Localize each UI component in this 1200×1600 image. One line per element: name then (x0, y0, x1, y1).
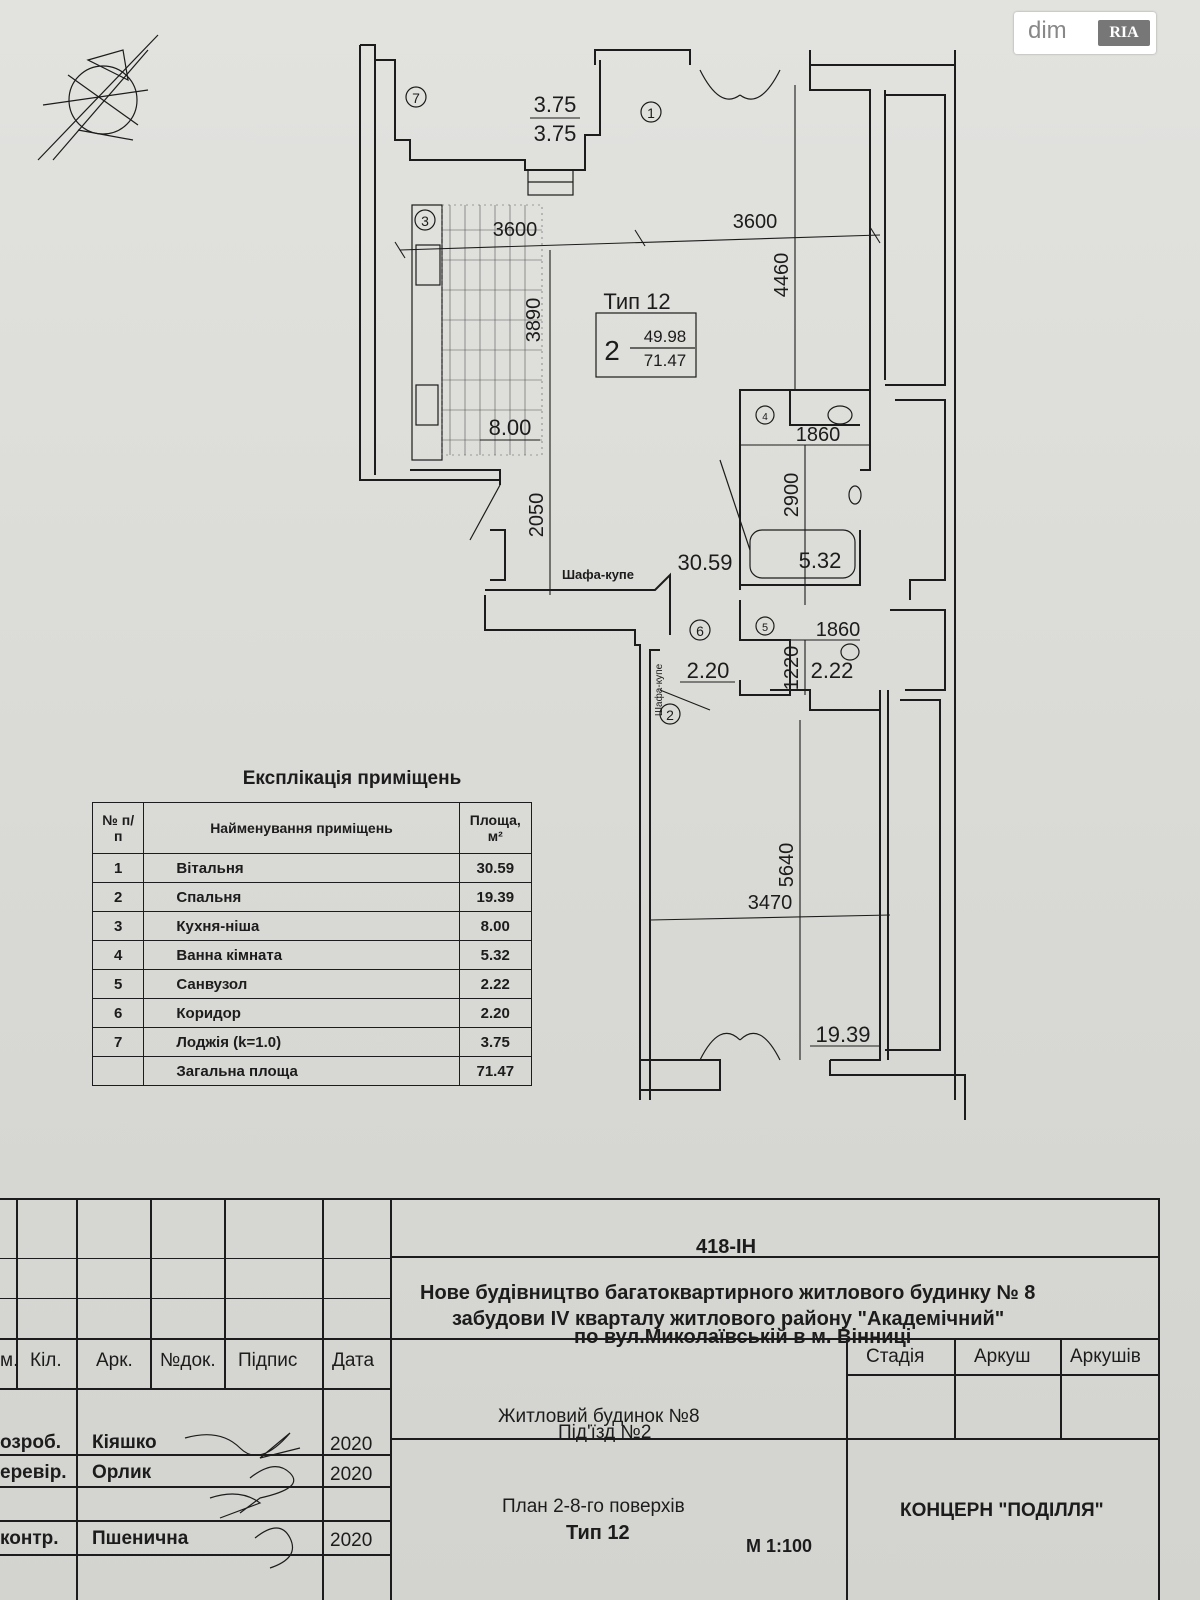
signer-role: еревір. (0, 1462, 67, 1483)
toilet-icon (828, 406, 852, 424)
stove-icon (416, 245, 440, 285)
row-area: 5.32 (459, 941, 531, 970)
scale: М 1:100 (746, 1536, 813, 1556)
row-area: 8.00 (459, 912, 531, 941)
watermark-text: dim (1028, 17, 1067, 44)
signer-year: 2020 (330, 1464, 373, 1485)
building-name: Житловий будинок №8 (498, 1406, 700, 1427)
dim-bedroom-width: 3470 (747, 892, 793, 914)
living-area: 30.59 (677, 550, 733, 575)
project-line-1: Нове будівництво багатоквартирного житлового будинку № 8 (420, 1282, 1036, 1304)
bedroom-area: 19.39 (815, 1022, 871, 1047)
room-marker-1: 1 (647, 105, 655, 121)
row-area: 3.75 (459, 1028, 531, 1057)
col-header-qty: Кіл. (30, 1350, 62, 1371)
header-area: Площа, м² (459, 803, 531, 854)
signer-role: контр. (0, 1528, 59, 1549)
signer-year: 2020 (330, 1530, 373, 1551)
room-marker-7: 7 (412, 90, 420, 106)
row-area: 2.22 (459, 970, 531, 999)
row-number: 4 (93, 941, 144, 970)
table-row (93, 883, 532, 912)
row-area: 2.20 (459, 999, 531, 1028)
table-total-row (93, 1057, 532, 1086)
table-row (93, 999, 532, 1028)
row-name: Вітальня (144, 854, 459, 883)
sheet-title-2: Тип 12 (566, 1522, 630, 1544)
header-name: Найменування приміщень (144, 803, 459, 854)
handwritten-signatures (180, 1418, 320, 1578)
row-number: 6 (93, 999, 144, 1028)
row-name: Кухня-ніша (144, 912, 459, 941)
col-header-signature: Підпис (238, 1350, 298, 1371)
dim-living-depth: 4460 (771, 252, 793, 298)
col-header-doc: №док. (160, 1350, 216, 1371)
dim-kitchen-width: 3600 (492, 219, 538, 241)
col-header-date: Дата (332, 1350, 375, 1371)
room-marker-2: 2 (666, 707, 674, 723)
room-marker-3: 3 (421, 213, 429, 229)
table-row (93, 941, 532, 970)
wardrobe-label: Шафа-купе (561, 567, 635, 582)
row-name: Санвузол (144, 970, 459, 999)
dim-wc-width: 1860 (815, 619, 861, 641)
row-name: Лоджія (k=1.0) (144, 1028, 459, 1057)
table-row (93, 1028, 532, 1057)
north-arrow-icon (28, 20, 178, 170)
organization: КОНЦЕРН "ПОДІЛЛЯ" (900, 1500, 1104, 1521)
sheets-header: Аркушів (1070, 1346, 1141, 1367)
kitchen-area: 8.00 (488, 415, 532, 440)
dim-living-width: 3600 (732, 211, 778, 233)
header-number: № п/п (93, 803, 144, 854)
dim-hall-depth: 2050 (526, 492, 548, 538)
loggia-area-top: 3.75 (533, 92, 577, 117)
plan-type-label: Тип 12 (603, 289, 671, 314)
table-row (93, 912, 532, 941)
watermark-badge: RIA (1098, 20, 1150, 46)
rooms-count: 2 (604, 335, 620, 366)
table-row (93, 854, 532, 883)
signer-role: озроб. (0, 1432, 62, 1453)
project-code: 418-ІН (696, 1236, 757, 1258)
row-name: Спальня (144, 883, 459, 912)
explication-title: Експлікація приміщень (242, 768, 462, 789)
total-label: Загальна площа (144, 1057, 459, 1086)
row-area: 19.39 (459, 883, 531, 912)
signer-year: 2020 (330, 1434, 373, 1455)
total-value: 71.47 (459, 1057, 531, 1086)
project-line-3: по вул.Миколаївській в м. Вінниці (574, 1326, 912, 1348)
total-area: 71.47 (643, 351, 687, 370)
room-marker-4: 4 (762, 412, 768, 423)
living-area-total: 49.98 (643, 327, 687, 346)
dim-bath-depth: 2900 (781, 472, 803, 518)
corridor-area: 2.20 (686, 658, 730, 683)
door-arc (700, 70, 740, 99)
dim-bedroom-depth: 5640 (776, 842, 798, 888)
row-number: 7 (93, 1028, 144, 1057)
row-number: 5 (93, 970, 144, 999)
wardrobe-label-2: Шафа-купе (654, 663, 665, 717)
row-name: Ванна кімната (144, 941, 459, 970)
bath-area: 5.32 (798, 548, 842, 573)
project-line-2: забудови IV кварталу житлового району "Академічний" (452, 1308, 1005, 1330)
sheet-header: Аркуш (974, 1346, 1031, 1367)
dim-wc-depth: 1220 (781, 645, 803, 691)
watermark-logo (1014, 12, 1156, 54)
row-area: 30.59 (459, 854, 531, 883)
col-header-sheet: Арк. (96, 1350, 133, 1371)
title-block (0, 1198, 1160, 1600)
dim-kitchen-depth: 3890 (523, 297, 545, 343)
sheet-title-1: План 2-8-го поверхів (502, 1496, 685, 1517)
signer-name: Орлик (92, 1462, 152, 1483)
signer-name: Пшенична (92, 1528, 189, 1549)
sink-icon (416, 385, 438, 425)
loggia-area-bottom: 3.75 (533, 121, 577, 146)
row-number: 3 (93, 912, 144, 941)
dim-bath-width: 1860 (795, 424, 841, 446)
entrance-name: Під'їзд №2 (558, 1422, 652, 1443)
table-row (93, 970, 532, 999)
room-marker-5: 5 (761, 622, 769, 634)
row-number: 2 (93, 883, 144, 912)
col-header-rev: м. (0, 1350, 19, 1371)
row-number: 1 (93, 854, 144, 883)
room-marker-6: 6 (696, 623, 704, 639)
signer-name: Кіяшко (92, 1432, 157, 1453)
wc-area: 2.22 (810, 658, 854, 683)
row-name: Коридор (144, 999, 459, 1028)
stage-header: Стадія (866, 1346, 925, 1367)
